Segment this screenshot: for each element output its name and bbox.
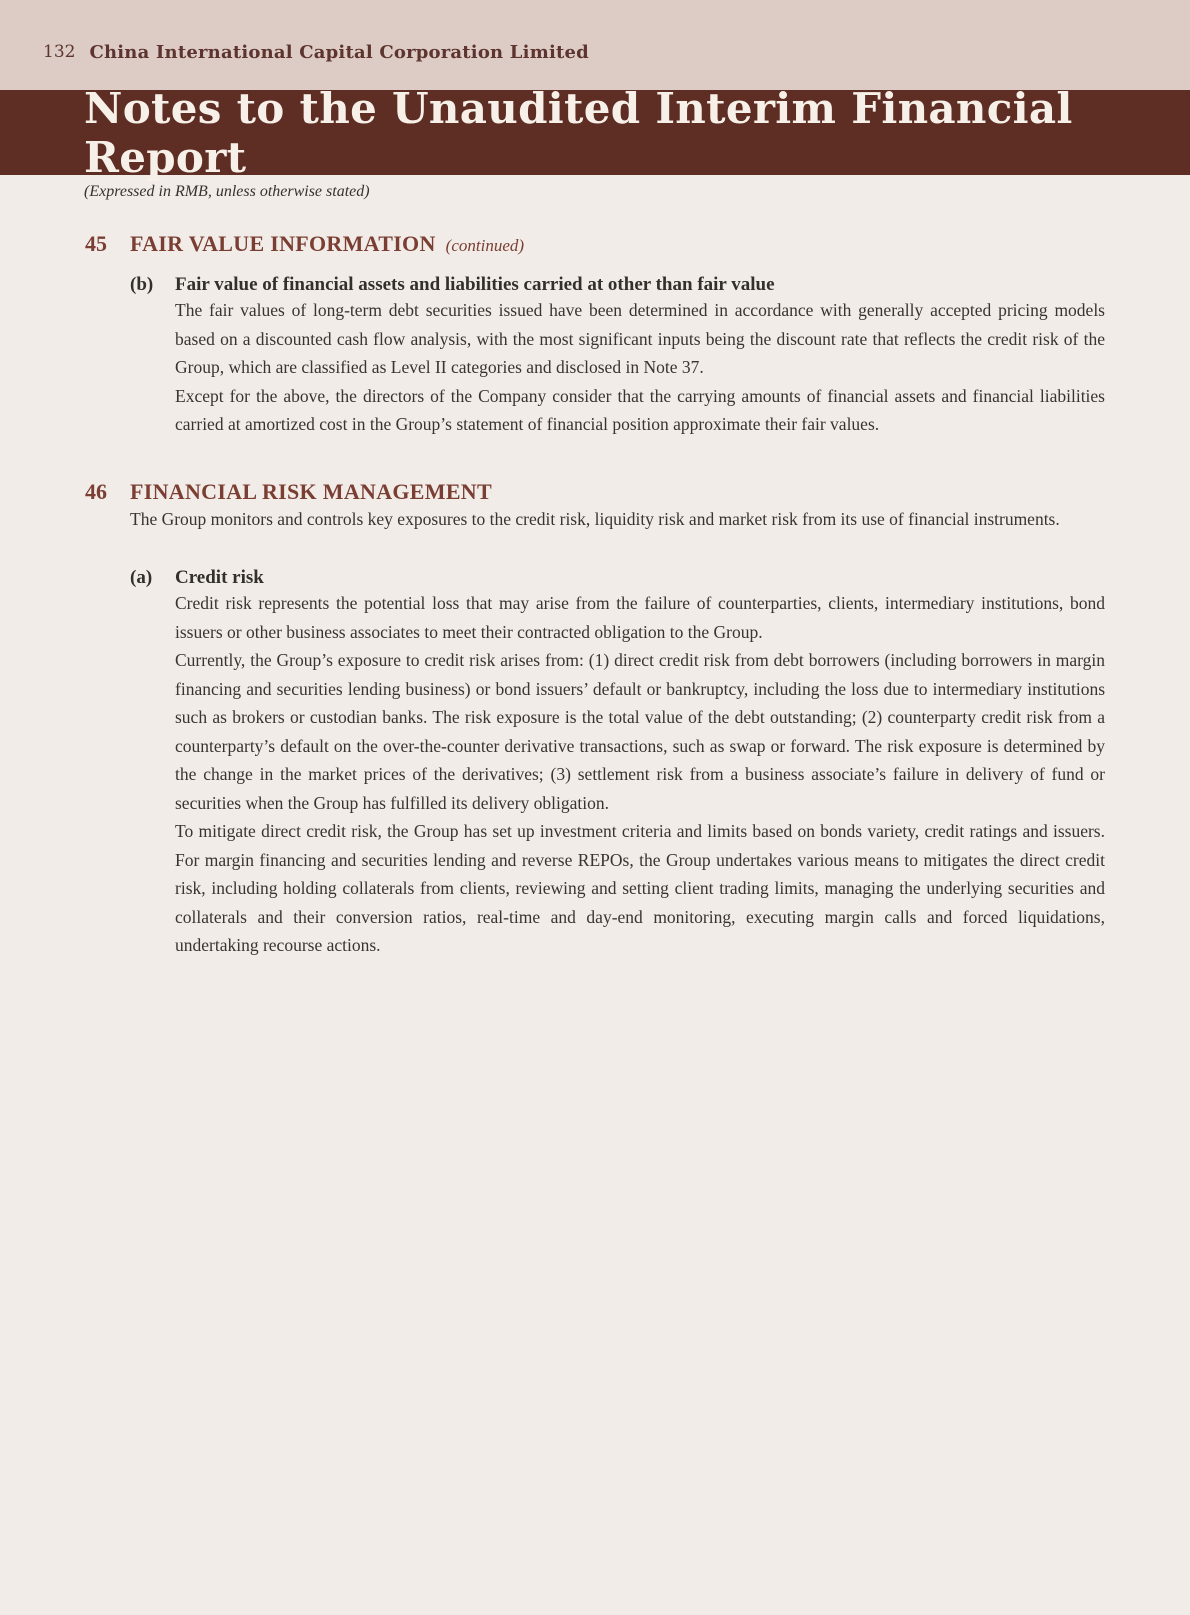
title-banner bbox=[0, 83, 1190, 182]
subsection-b-body bbox=[175, 296, 1105, 439]
section-45-body bbox=[130, 274, 1105, 439]
paragraph: To mitigate direct credit risk, the Group has set up investment criteria and limits based on bonds variety, credit ratings and issuers. For margin financing and securities lending and reverse REPOs, the Group undertakes various means to mitigates the direct credit risk, including holding collaterals from clients, reviewing and setting client trading limits, managing the underlying securities and collaterals and their conversion ratios, real-time and day-end monitoring, executing margin calls and forced liquidations, undertaking recourse actions. bbox=[175, 821, 1105, 955]
section-45-title: FAIR VALUE INFORMATION bbox=[130, 231, 436, 256]
page-header bbox=[0, 0, 1190, 90]
section-46-title: FINANCIAL RISK MANAGEMENT bbox=[130, 478, 492, 504]
section-45-continued-label: (continued) bbox=[445, 236, 525, 255]
currency-note: (Expressed in RMB, unless otherwise stated) bbox=[84, 183, 370, 200]
paragraph: The fair values of long-term debt securities issued have been determined in accordance with generally accepted pricing models based on a discounted cash flow analysis, with the most significant inputs being the discount rate that reflects the credit risk of the Group, which are classified as Level II categories and disclosed in Note 37. bbox=[175, 300, 1105, 377]
paragraph: Except for the above, the directors of the Company consider that the carrying amounts of financial assets and financial liabilities carried at amortized cost in the Group’s statement of financial position approximate their fair values. bbox=[175, 385, 1105, 434]
subsection-a-heading bbox=[130, 567, 1105, 589]
subsection-a-title: Credit risk bbox=[175, 567, 264, 588]
company-name: China International Capital Corporation Limited bbox=[89, 41, 589, 63]
report-body bbox=[0, 231, 1190, 960]
subsection-b-heading bbox=[130, 274, 1105, 296]
subsection-a-label: (a) bbox=[130, 567, 153, 588]
section-45-heading bbox=[85, 231, 1105, 257]
section-46 bbox=[85, 479, 1105, 960]
subsection-b-title: Fair value of financial assets and liabilities carried at other than fair value bbox=[175, 274, 775, 295]
paragraph: Currently, the Group’s exposure to credit risk arises from: (1) direct credit risk from debt borrowers (including borrowers in margin financing and securities lending business) or bond issuers’ default or bankruptcy, including the loss due to intermediary institutions such as brokers or custodian banks. The risk exposure is the total value of the debt outstanding; (2) counterparty credit risk from a counterparty’s default on the over-the-counter derivative transactions, such as swap or forward. The risk exposure is determined by the change in the market prices of the derivatives; (3) settlement risk from a business associate’s failure in delivery of fund or securities when the Group has fulfilled its delivery obligation. bbox=[175, 650, 1105, 813]
subsection-a-body bbox=[175, 589, 1105, 960]
section-46-body bbox=[130, 505, 1105, 960]
section-46-heading bbox=[85, 479, 1105, 505]
section-46-number: 46 bbox=[85, 478, 107, 504]
paragraph: Credit risk represents the potential loss that may arise from the failure of counterparties, clients, intermediary institutions, bond issuers or other business associates to meet their contracted obligation to the Group. bbox=[175, 593, 1105, 642]
report-title: Notes to the Unaudited Interim Financial Report bbox=[84, 83, 1073, 182]
section-45 bbox=[85, 231, 1105, 439]
section-45-number: 45 bbox=[85, 231, 107, 256]
subsection-b-label: (b) bbox=[130, 274, 154, 295]
section-46-intro: The Group monitors and controls key exposures to the credit risk, liquidity risk and market risk from its use of financial instruments. bbox=[130, 508, 1060, 529]
page-number: 132 bbox=[43, 42, 76, 62]
